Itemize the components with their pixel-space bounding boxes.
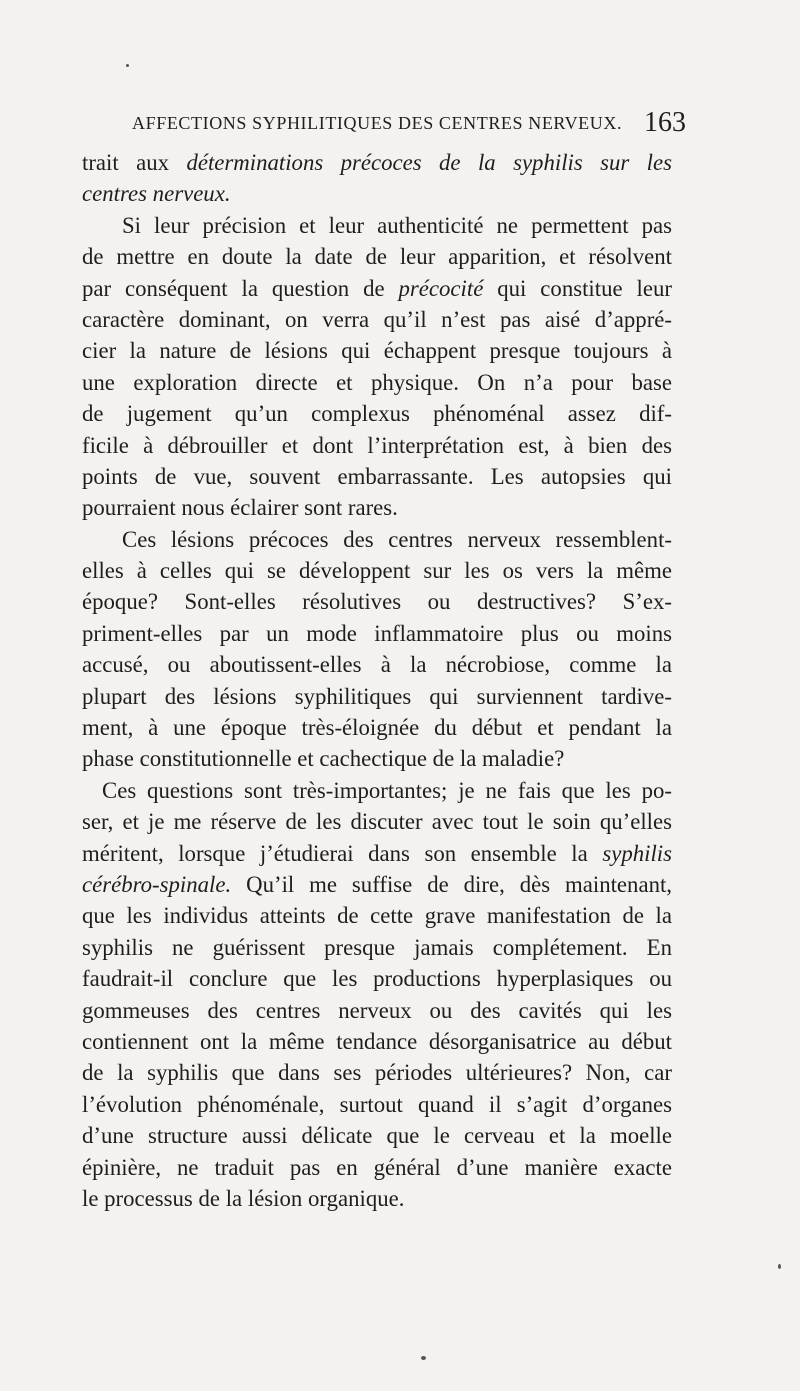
text-line: [82, 555, 672, 586]
text-segment: cier la nature de lésions qui échappent presque toujours à: [82, 338, 672, 364]
text-line: [82, 1120, 672, 1151]
text-segment: contiennent ont la même tendance désorganisatrice au début: [82, 1028, 672, 1054]
text-segment: points de vue, souvent embarrassante. Les autopsies qui: [82, 463, 672, 489]
text-line: [82, 273, 672, 304]
text-segment: de la syphilis que dans ses périodes ultérieures? Non, car: [82, 1060, 672, 1086]
text-segment: l’évolution phénoménale, surtout quand il s’agit d’organes: [82, 1091, 672, 1117]
text-line: [82, 743, 672, 774]
text-segment: faudrait-il conclure que les productions hyperplasiques ou: [82, 966, 672, 992]
text-line: [82, 1089, 672, 1120]
text-line: [82, 586, 672, 617]
text-line: [82, 524, 672, 555]
text-line: [82, 178, 672, 209]
italic-text: précocité: [398, 275, 484, 301]
text-segment: de jugement qu’un complexus phénoménal assez dif-: [82, 401, 672, 427]
body-text: [82, 147, 672, 1214]
text-segment: méritent, lorsque j’étudierai dans son ensemble la: [82, 840, 603, 866]
italic-text: syphilis: [602, 840, 672, 866]
text-line: [82, 1152, 672, 1183]
text-line: [82, 147, 672, 178]
text-line: [82, 492, 672, 523]
text-segment: par conséquent la question de: [82, 275, 399, 301]
text-segment: ficile à débrouiller et dont l’interprétation est, à bien des: [82, 432, 672, 458]
text-segment: ser, et je me réserve de les discuter avec tout le soin qu’elles: [82, 809, 672, 835]
text-line: [82, 869, 672, 900]
text-line: [82, 1183, 672, 1214]
text-segment: ment, à une époque très-éloignée du début et pendant la: [82, 715, 672, 741]
text-segment: trait aux: [82, 150, 187, 175]
text-segment: d’une structure aussi délicate que le cerveau et la moelle: [82, 1123, 672, 1149]
text-segment: époque? Sont-elles résolutives ou destructives? S’ex-: [82, 589, 672, 615]
text-segment: priment-elles par un mode inflammatoire plus ou moins: [82, 620, 672, 646]
text-segment: plupart des lésions syphilitiques qui surviennent tardive-: [82, 683, 672, 709]
text-segment: Ces lésions précoces des centres nerveux ressemblent-: [122, 526, 672, 552]
text-segment: que les individus atteints de cette grave manifestation de la: [82, 903, 672, 929]
text-segment: Qu’il me suffise de dire, dès maintenant,: [231, 871, 672, 897]
text-line: [82, 398, 672, 429]
paper-speck: [421, 1356, 426, 1360]
text-segment: phase constitutionnelle et cachectique de la maladie?: [82, 746, 565, 772]
text-line: [82, 806, 672, 837]
text-segment: syphilis ne guérissent presque jamais complétement. En: [82, 934, 672, 960]
text-line: [82, 367, 672, 398]
text-line: [82, 1057, 672, 1088]
text-line: [82, 649, 672, 680]
text-segment: une exploration directe et physique. On n’a pour base: [82, 369, 672, 395]
text-segment: Ces questions sont très-importantes; je ne fais que les po-: [102, 777, 672, 803]
text-line: [82, 241, 672, 272]
text-segment: accusé, ou aboutissent-elles à la nécrobiose, comme la: [82, 652, 672, 678]
text-line: [82, 304, 672, 335]
text-line: [82, 618, 672, 649]
text-line: [82, 712, 672, 743]
italic-text: centres nerveux.: [82, 181, 231, 207]
text-line: [82, 461, 672, 492]
text-segment: pourraient nous éclairer sont rares.: [82, 495, 398, 521]
paper-speck: [126, 64, 129, 67]
text-segment: caractère dominant, on verra qu’il n’est pas aisé d’appré-: [82, 306, 672, 332]
text-segment: de mettre en doute la date de leur apparition, et résolvent: [82, 244, 672, 270]
text-line: [82, 430, 672, 461]
text-line: [82, 681, 672, 712]
text-line: [82, 932, 672, 963]
text-segment: gommeuses des centres nerveux ou des cavités qui les: [82, 997, 672, 1023]
italic-text: cérébro-spinale.: [82, 871, 232, 897]
text-line: [82, 995, 672, 1026]
text-line: [82, 963, 672, 994]
page-header: [122, 107, 686, 139]
running-title: AFFECTIONS SYPHILITIQUES DES CENTRES NERVEUX.: [132, 113, 623, 133]
text-line: [82, 900, 672, 931]
italic-text: déterminations précoces de la syphilis sur les: [186, 150, 672, 175]
text-line: [82, 775, 672, 806]
text-segment: le processus de la lésion organique.: [82, 1185, 405, 1211]
text-line: [82, 335, 672, 366]
text-segment: qui constitue leur: [483, 275, 672, 301]
text-line: [82, 210, 672, 241]
text-line: [82, 1026, 672, 1057]
text-segment: elles à celles qui se développent sur les os vers la même: [82, 558, 672, 584]
page-number: 163: [644, 107, 686, 138]
paper-speck: [778, 1264, 781, 1269]
text-segment: Si leur précision et leur authenticité ne permettent pas: [122, 212, 672, 238]
text-segment: épinière, ne traduit pas en général d’une manière exacte: [82, 1154, 672, 1180]
text-line: [82, 838, 672, 869]
